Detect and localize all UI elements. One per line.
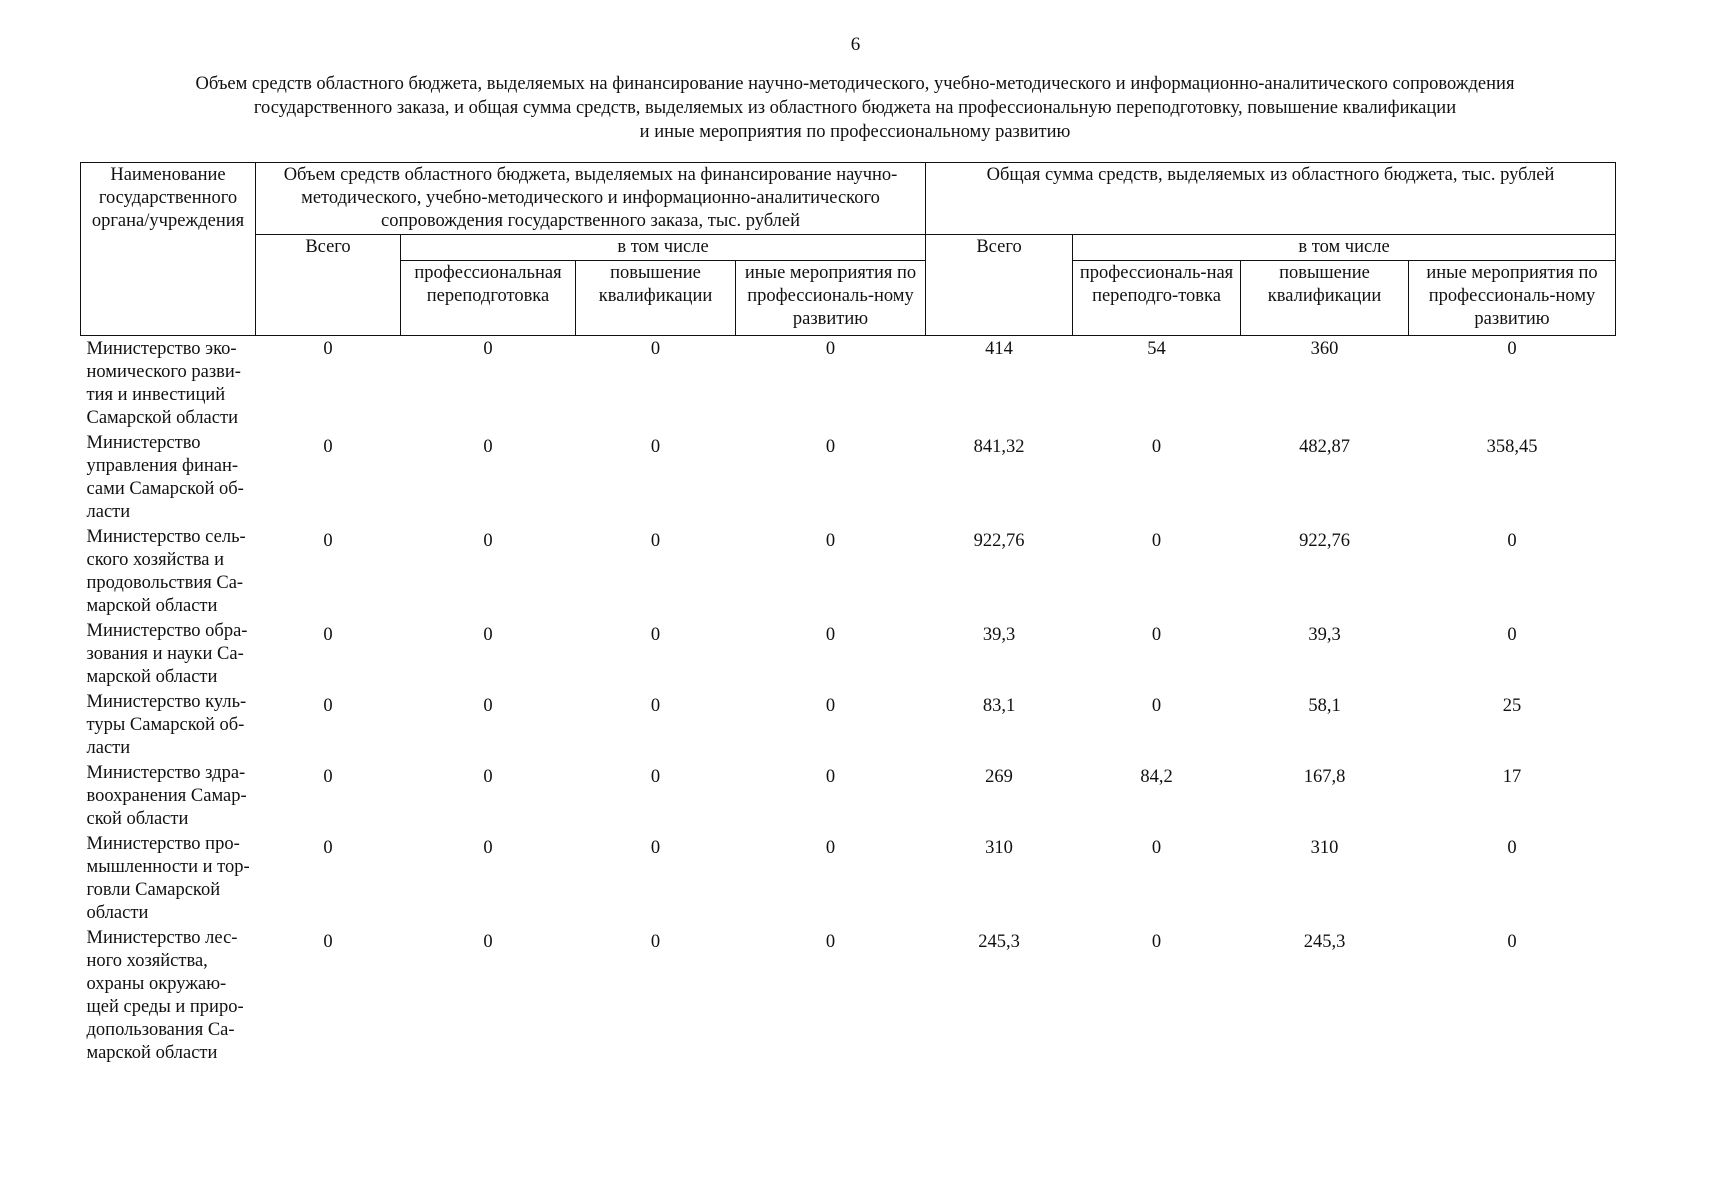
- cell-value: 0: [483, 437, 493, 457]
- cell-value: 310: [985, 838, 1013, 858]
- cell-value: 841,32: [973, 437, 1025, 457]
- header-group-total-budget: Общая сумма средств, выделяемых из областного бюджета, тыс. рублей: [926, 163, 1616, 235]
- cell-value: 0: [825, 339, 836, 359]
- cell-value: 0: [1507, 932, 1517, 952]
- table-row: [81, 430, 1616, 524]
- cell-value: 0: [650, 625, 661, 645]
- org-name: Министерство управления финан-сами Самарской об-ласти: [86, 433, 244, 522]
- cell-value: 54: [1147, 339, 1166, 359]
- cell-value: 0: [1151, 696, 1162, 716]
- cell-value: 0: [650, 531, 661, 551]
- cell-value: 0: [825, 932, 836, 952]
- cell-value: 0: [323, 437, 333, 457]
- table-row: [81, 925, 1616, 1065]
- cell-value: 0: [1507, 531, 1517, 551]
- cell-value: 0: [650, 767, 661, 787]
- title-line-1: Объем средств областного бюджета, выделяемых на финансирование научно-методического, учебно-методического и информационно-аналитического сопровождения: [195, 74, 1515, 94]
- cell-value: 25: [1502, 696, 1522, 716]
- header-total-2: Всего: [926, 235, 1073, 336]
- cell-value: 0: [1151, 625, 1162, 645]
- cell-value: 0: [650, 437, 661, 457]
- cell-value: 0: [1151, 838, 1162, 858]
- cell-value: 17: [1502, 767, 1522, 787]
- cell-value: 0: [323, 932, 333, 952]
- cell-value: 0: [650, 932, 661, 952]
- budget-table: [80, 162, 1616, 1065]
- cell-value: 245,3: [978, 932, 1020, 952]
- header-including-1: в том числе: [401, 235, 926, 261]
- org-name: Министерство куль-туры Самарской об-ласти: [86, 692, 247, 758]
- cell-value: 0: [483, 625, 493, 645]
- org-name: Министерство сель-ского хозяйства и продовольствия Са-марской области: [86, 527, 246, 616]
- table-row: [81, 336, 1616, 431]
- cell-value: 0: [825, 696, 836, 716]
- table-body: [81, 336, 1616, 1066]
- cell-value: 0: [323, 531, 333, 551]
- org-name: Министерство лес-ного хозяйства, охраны окружаю-щей среды и приро-допользования Са-марской области: [86, 928, 244, 1063]
- cell-value: 39,3: [1308, 625, 1341, 645]
- cell-value: 414: [985, 339, 1013, 359]
- org-name: Министерство про-мышленности и тор-говли Самарской области: [86, 834, 250, 923]
- cell-value: 0: [825, 767, 836, 787]
- cell-value: 0: [323, 625, 333, 645]
- cell-value: 84,2: [1140, 767, 1173, 787]
- table-row: [81, 618, 1616, 689]
- org-name: Министерство эко-номического разви-тия и инвестиций Самарской области: [86, 339, 241, 428]
- cell-value: 0: [825, 625, 836, 645]
- cell-value: 0: [825, 531, 836, 551]
- cell-value: 0: [825, 838, 836, 858]
- cell-value: 0: [323, 696, 333, 716]
- header-g2-other: иные мероприятия по профессиональ-ному развитию: [1409, 261, 1616, 336]
- header-g1-retraining: профессиональная переподготовка: [401, 261, 576, 336]
- cell-value: 0: [650, 838, 661, 858]
- cell-value: 245,3: [1303, 932, 1346, 952]
- cell-value: 58,1: [1308, 696, 1341, 716]
- table-row: [81, 524, 1616, 618]
- cell-value: 0: [1151, 932, 1162, 952]
- title-line-3: и иные мероприятия по профессиональному развитию: [639, 122, 1071, 142]
- cell-value: 0: [483, 932, 493, 952]
- cell-value: 0: [483, 531, 493, 551]
- cell-value: 0: [483, 767, 493, 787]
- org-name: Министерство здра-воохранения Самар-ской области: [86, 763, 247, 829]
- header-g1-qualification: повышение квалификации: [576, 261, 736, 336]
- header-org: Наименование государственного органа/учреждения: [81, 163, 256, 336]
- header-total-1: Всего: [256, 235, 401, 336]
- org-name: Министерство обра-зования и науки Са-марской области: [86, 621, 248, 687]
- cell-value: 0: [1507, 625, 1517, 645]
- cell-value: 0: [650, 339, 661, 359]
- cell-value: 0: [323, 767, 333, 787]
- cell-value: 0: [1507, 838, 1517, 858]
- cell-value: 482,87: [1299, 437, 1350, 457]
- cell-value: 83,1: [982, 696, 1016, 716]
- cell-value: 310: [1310, 838, 1339, 858]
- cell-value: 269: [985, 767, 1013, 787]
- cell-value: 0: [825, 437, 836, 457]
- cell-value: 39,3: [982, 625, 1016, 645]
- cell-value: 167,8: [1303, 767, 1346, 787]
- header-g2-retraining: профессиональ-ная переподго-товка: [1073, 261, 1241, 336]
- cell-value: 922,76: [1299, 531, 1350, 551]
- header-g2-qualification: повышение квалификации: [1241, 261, 1409, 336]
- cell-value: 922,76: [973, 531, 1025, 551]
- title-line-2: государственного заказа, и общая сумма средств, выделяемых из областного бюджета на профессиональную переподготовку, повышение квалификации: [253, 98, 1457, 118]
- table-row: [81, 831, 1616, 925]
- cell-value: 0: [323, 339, 333, 359]
- cell-value: 0: [1151, 437, 1162, 457]
- table-row: [81, 760, 1616, 831]
- page-number: 6: [850, 34, 861, 55]
- cell-value: 360: [1310, 339, 1339, 359]
- cell-value: 0: [1507, 339, 1517, 359]
- header-group-methodical-support: Объем средств областного бюджета, выделяемых на финансирование научно-методического, учебно-методического и информационно-аналитического сопровождения государственного заказа, тыс. рублей: [256, 163, 926, 235]
- header-g1-other: иные мероприятия по профессиональ-ному развитию: [736, 261, 926, 336]
- document-title: [90, 72, 1620, 144]
- cell-value: 0: [1151, 531, 1162, 551]
- cell-value: 0: [323, 838, 333, 858]
- cell-value: 0: [483, 339, 493, 359]
- cell-value: 358,45: [1486, 437, 1538, 457]
- cell-value: 0: [483, 838, 493, 858]
- cell-value: 0: [650, 696, 661, 716]
- header-including-2: в том числе: [1073, 235, 1616, 261]
- table-row: [81, 689, 1616, 760]
- cell-value: 0: [483, 696, 493, 716]
